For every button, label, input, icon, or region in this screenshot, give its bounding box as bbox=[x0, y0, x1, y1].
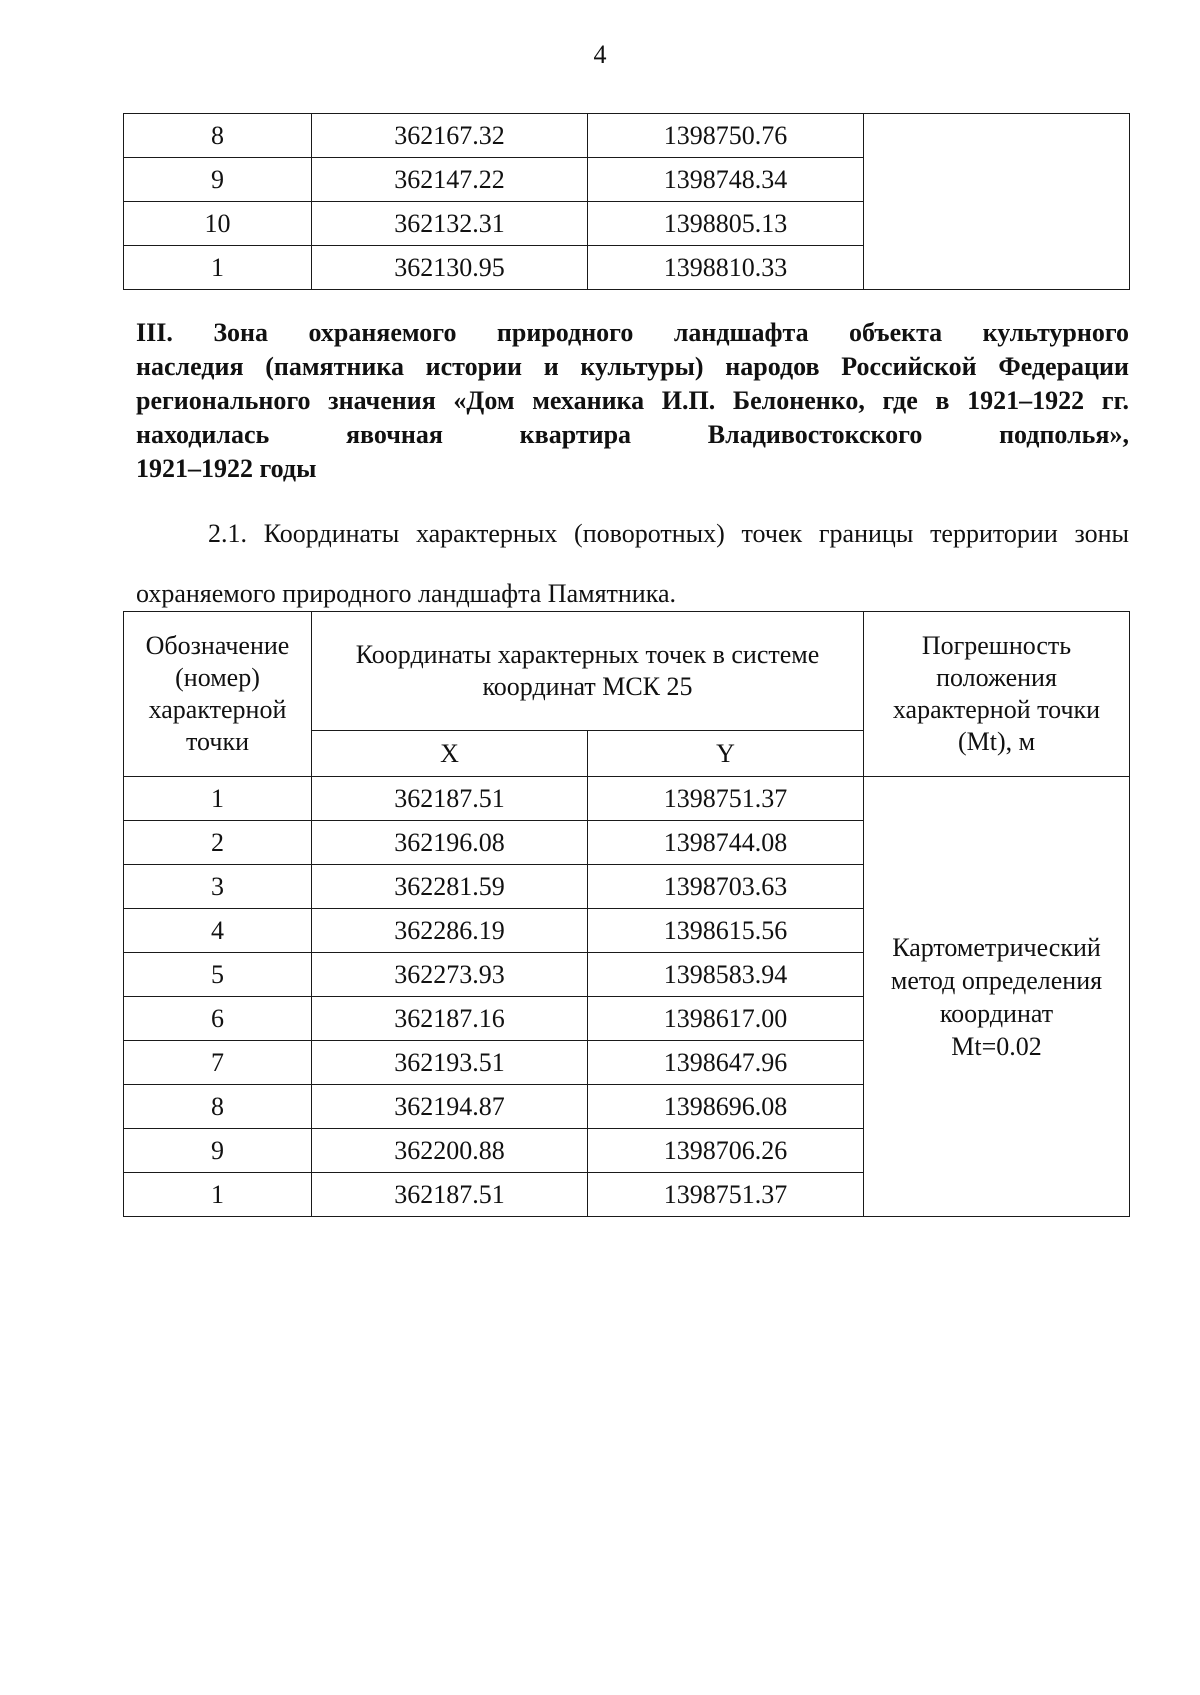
point-number: 2 bbox=[124, 821, 312, 865]
x-coordinate: 362193.51 bbox=[312, 1041, 588, 1085]
point-number: 9 bbox=[124, 158, 312, 202]
header-point-designation: Обозначение (номер) характерной точки bbox=[124, 612, 312, 777]
page-number: 4 bbox=[593, 40, 607, 69]
point-number: 8 bbox=[124, 114, 312, 158]
point-number: 10 bbox=[124, 202, 312, 246]
x-coordinate: 362130.95 bbox=[312, 246, 588, 290]
x-coordinate: 362196.08 bbox=[312, 821, 588, 865]
y-coordinate: 1398703.63 bbox=[588, 865, 864, 909]
point-number: 1 bbox=[124, 777, 312, 821]
x-coordinate: 362147.22 bbox=[312, 158, 588, 202]
method-line: Mt=0.02 bbox=[951, 1031, 1042, 1061]
point-number: 9 bbox=[124, 1129, 312, 1173]
y-coordinate: 1398751.37 bbox=[588, 1173, 864, 1217]
x-coordinate: 362194.87 bbox=[312, 1085, 588, 1129]
table-row bbox=[124, 777, 1130, 821]
heading-line: регионального значения «Дом механика И.П. Белоненко, где в 1921–1922 гг. bbox=[136, 386, 1129, 415]
point-number: 4 bbox=[124, 909, 312, 953]
header-x: X bbox=[312, 731, 588, 777]
point-number: 3 bbox=[124, 865, 312, 909]
point-number: 5 bbox=[124, 953, 312, 997]
heading-line: III. Зона охраняемого природного ландшафта объекта культурного bbox=[136, 318, 1129, 347]
header-y: Y bbox=[588, 731, 864, 777]
method-line: Картометрический bbox=[892, 932, 1101, 962]
heading-line: 1921–1922 годы bbox=[136, 454, 317, 483]
x-coordinate: 362132.31 bbox=[312, 202, 588, 246]
point-number: 1 bbox=[124, 246, 312, 290]
continued-coordinates-table bbox=[123, 113, 1130, 290]
y-coordinate: 1398706.26 bbox=[588, 1129, 864, 1173]
method-line: метод определения bbox=[890, 965, 1103, 995]
accuracy-method-cell bbox=[864, 777, 1130, 1217]
y-coordinate: 1398748.34 bbox=[588, 158, 864, 202]
accuracy-cell-empty bbox=[864, 114, 1130, 290]
x-coordinate: 362281.59 bbox=[312, 865, 588, 909]
point-number: 1 bbox=[124, 1173, 312, 1217]
y-coordinate: 1398805.13 bbox=[588, 202, 864, 246]
point-number: 8 bbox=[124, 1085, 312, 1129]
y-coordinate: 1398583.94 bbox=[588, 953, 864, 997]
coordinates-table bbox=[123, 611, 1130, 1217]
y-coordinate: 1398751.37 bbox=[588, 777, 864, 821]
point-number: 7 bbox=[124, 1041, 312, 1085]
header-accuracy: Погрешность положения характерной точки (Mt), м bbox=[864, 612, 1130, 777]
x-coordinate: 362187.51 bbox=[312, 777, 588, 821]
table-header-row bbox=[124, 612, 1130, 731]
y-coordinate: 1398696.08 bbox=[588, 1085, 864, 1129]
y-coordinate: 1398617.00 bbox=[588, 997, 864, 1041]
method-line: координат bbox=[939, 998, 1054, 1028]
section-heading bbox=[136, 316, 1129, 486]
section-paragraph: 2.1. Координаты характерных (поворотных) точек границы территории зоны охраняемого природного ландшафта Памятника. bbox=[136, 519, 1129, 608]
y-coordinate: 1398810.33 bbox=[588, 246, 864, 290]
y-coordinate: 1398615.56 bbox=[588, 909, 864, 953]
y-coordinate: 1398744.08 bbox=[588, 821, 864, 865]
heading-line: находилась явочная квартира Владивостокского подполья», bbox=[136, 420, 1129, 449]
x-coordinate: 362187.16 bbox=[312, 997, 588, 1041]
point-number: 6 bbox=[124, 997, 312, 1041]
x-coordinate: 362286.19 bbox=[312, 909, 588, 953]
x-coordinate: 362167.32 bbox=[312, 114, 588, 158]
x-coordinate: 362187.51 bbox=[312, 1173, 588, 1217]
x-coordinate: 362200.88 bbox=[312, 1129, 588, 1173]
y-coordinate: 1398647.96 bbox=[588, 1041, 864, 1085]
heading-line: наследия (памятника истории и культуры) народов Российской Федерации bbox=[136, 352, 1129, 381]
y-coordinate: 1398750.76 bbox=[588, 114, 864, 158]
table-row bbox=[124, 114, 1130, 158]
x-coordinate: 362273.93 bbox=[312, 953, 588, 997]
header-coordinates: Координаты характерных точек в системе координат МСК 25 bbox=[312, 612, 864, 731]
